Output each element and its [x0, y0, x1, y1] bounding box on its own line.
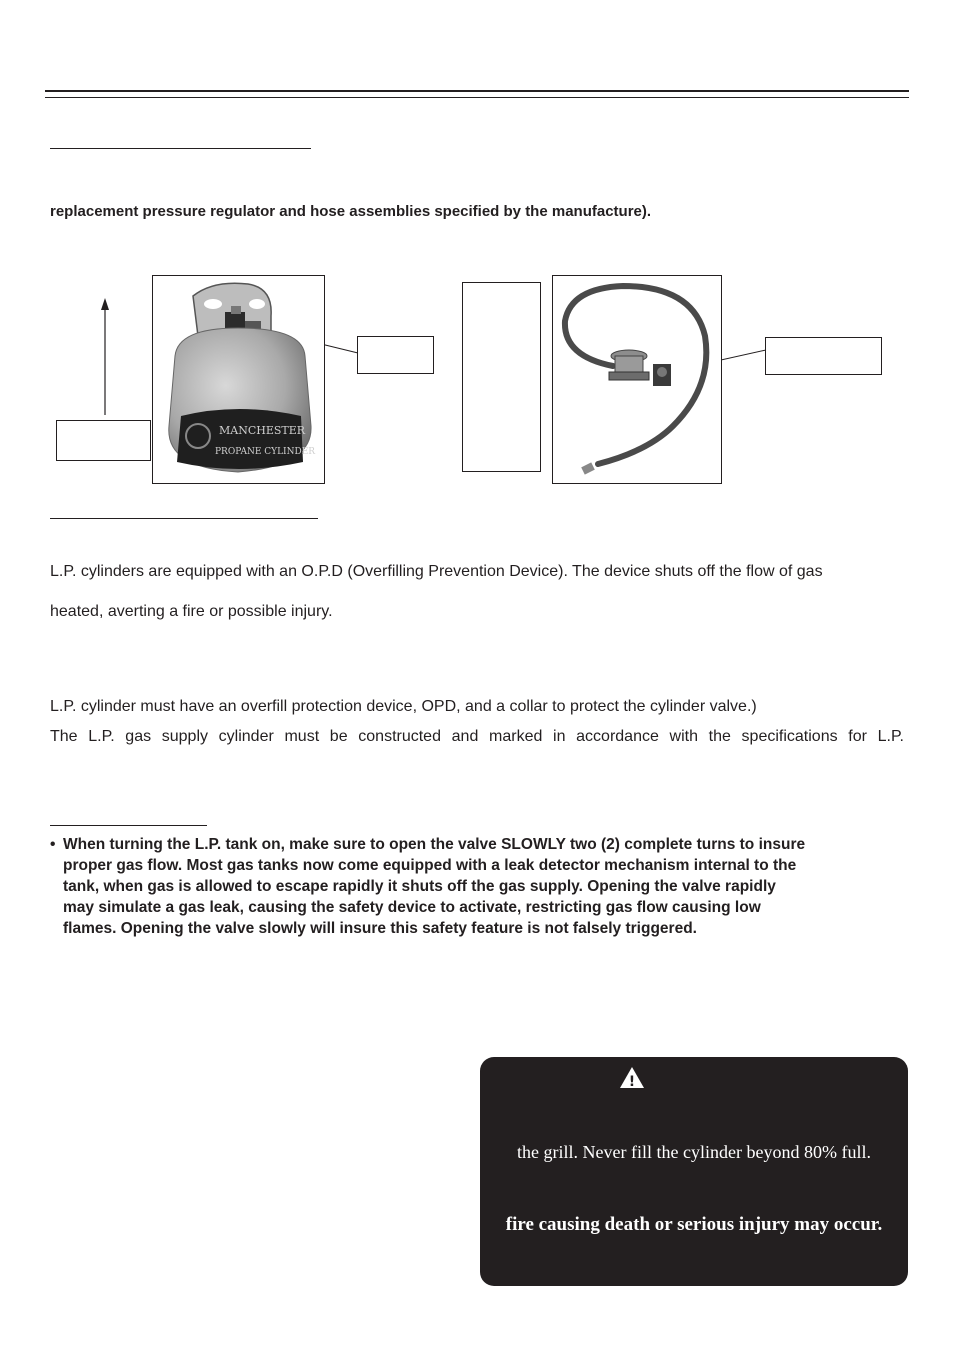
section-heading-underline-1	[50, 148, 311, 149]
section-heading-underline-3	[50, 825, 207, 826]
upward-arrow-head	[101, 298, 109, 310]
tip-line-5: flames. Opening the valve slowly will insure this safety feature is not falsely triggered.	[63, 920, 697, 937]
tip-line-3: tank, when gas is allowed to escape rapidly it shuts off the gas supply. Opening the valve rapidly	[63, 878, 776, 895]
requirements-line-1: L.P. cylinder must have an overfill protection device, OPD, and a collar to protect the cylinder valve.)	[50, 698, 757, 715]
warning-box	[480, 1057, 908, 1286]
regulator-hose-illustration	[553, 276, 721, 483]
replacement-line: replacement pressure regulator and hose assemblies specified by the manufacture).	[50, 203, 652, 220]
cylinder-brand-text: MANCHESTER	[219, 424, 306, 437]
warning-line-2: fire causing death or serious injury may occur.	[505, 1214, 883, 1235]
callout-box-valve	[357, 336, 434, 374]
cylinder-label-text: PROPANE CYLINDER	[215, 447, 316, 457]
opd-line-2: heated, averting a fire or possible injury.	[50, 603, 333, 620]
requirements-line-2: The L.P. gas supply cylinder must be constructed and marked in accordance with the specifications for L.P.	[50, 728, 904, 745]
warning-line-1: the grill. Never fill the cylinder beyond 80% full.	[517, 1142, 871, 1162]
tips-bullet-list	[50, 834, 904, 939]
propane-cylinder-photo	[152, 275, 325, 484]
warning-triangle-icon	[619, 1066, 645, 1089]
propane-cylinder-illustration	[153, 276, 324, 483]
callout-box-left	[56, 420, 151, 461]
tip-line-1: • When turning the L.P. tank on, make sure to open the valve SLOWLY two (2) complete turns to insure	[50, 836, 806, 853]
tip-line-2: proper gas flow. Most gas tanks now come equipped with a leak detector mechanism internal to the	[63, 857, 797, 874]
header-double-rule	[45, 90, 909, 98]
svg-text:!: !	[628, 1074, 636, 1089]
tip-line-4: may simulate a gas leak, causing the safety device to activate, restricting gas flow causing low	[63, 899, 761, 916]
callout-box-regulator	[765, 337, 882, 375]
section-heading-underline-2	[50, 518, 318, 519]
callout-box-tall	[462, 282, 541, 472]
regulator-hose-photo	[552, 275, 722, 484]
opd-line-1: L.P. cylinders are equipped with an O.P.D (Overfilling Prevention Device). The device shuts off the flow of gas	[50, 563, 823, 580]
bullet-dot: •	[50, 836, 56, 853]
